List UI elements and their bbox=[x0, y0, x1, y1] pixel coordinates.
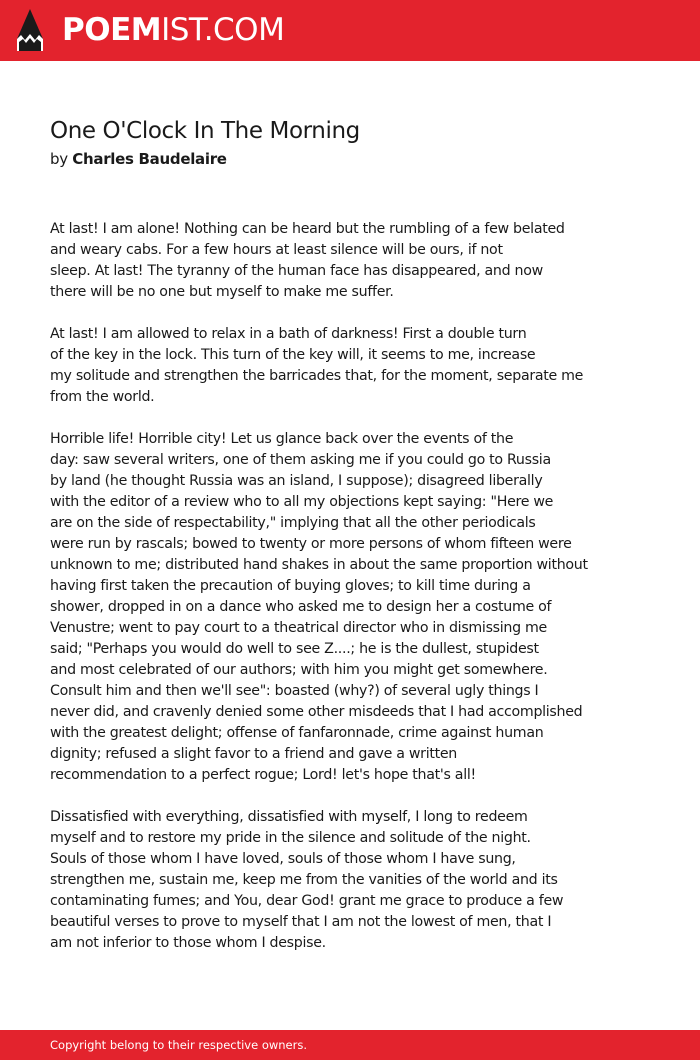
poem-line: dignity; refused a slight favor to a friend and gave a written bbox=[50, 746, 457, 762]
poem-line: said; "Perhaps you would do well to see Z....; he is the dullest, stupidest bbox=[50, 641, 539, 657]
poem-line: never did, and cravenly denied some other misdeeds that I had accomplished bbox=[50, 704, 583, 720]
poem-line: are on the side of respectability," implying that all the other periodicals bbox=[50, 515, 536, 531]
poem-stanza bbox=[50, 429, 670, 786]
poem-line: there will be no one but myself to make me suffer. bbox=[50, 284, 394, 300]
poem-line: were run by rascals; bowed to twenty or more persons of whom fifteen were bbox=[50, 536, 572, 552]
poem-line: by land (he thought Russia was an island, I suppose); disagreed liberally bbox=[50, 473, 543, 489]
poem-line: At last! I am allowed to relax in a bath of darkness! First a double turn bbox=[50, 326, 527, 342]
poem-line: Consult him and then we'll see": boasted (why?) of several ugly things I bbox=[50, 683, 539, 699]
site-logo[interactable] bbox=[62, 12, 284, 48]
poem-line: contaminating fumes; and You, dear God! grant me grace to produce a few bbox=[50, 893, 564, 909]
site-footer bbox=[0, 1030, 700, 1060]
poem-line: unknown to me; distributed hand shakes in about the same proportion without bbox=[50, 557, 588, 573]
poem-line: day: saw several writers, one of them asking me if you could go to Russia bbox=[50, 452, 551, 468]
poem-line: and most celebrated of our authors; with him you might get somewhere. bbox=[50, 662, 548, 678]
poem-line: strengthen me, sustain me, keep me from the vanities of the world and its bbox=[50, 872, 558, 888]
by-label: by bbox=[50, 150, 68, 168]
poem-line: shower, dropped in on a dance who asked me to design her a costume of bbox=[50, 599, 552, 615]
poem-line: and weary cabs. For a few hours at least silence will be ours, if not bbox=[50, 242, 503, 258]
poem-stanza bbox=[50, 219, 670, 303]
author-name: Charles Baudelaire bbox=[72, 150, 227, 168]
poem-line: sleep. At last! The tyranny of the human face has disappeared, and now bbox=[50, 263, 543, 279]
poem-line: recommendation to a perfect rogue; Lord! let's hope that's all! bbox=[50, 767, 476, 783]
poem-stanza bbox=[50, 324, 670, 408]
poem-line: beautiful verses to prove to myself that I am not the lowest of men, that I bbox=[50, 914, 552, 930]
poem-line: with the greatest delight; offense of fanfaronnade, crime against human bbox=[50, 725, 544, 741]
poem-stanza bbox=[50, 807, 670, 954]
poem-body bbox=[50, 219, 670, 975]
byline bbox=[50, 148, 227, 170]
poem-line: Horrible life! Horrible city! Let us glance back over the events of the bbox=[50, 431, 514, 447]
site-header bbox=[0, 0, 700, 61]
poem-line: At last! I am alone! Nothing can be heard but the rumbling of a few belated bbox=[50, 221, 565, 237]
poem-line: Souls of those whom I have loved, souls of those whom I have sung, bbox=[50, 851, 516, 867]
pencil-tip-icon[interactable] bbox=[17, 9, 43, 51]
logo-bold-text: POEM bbox=[62, 12, 162, 48]
poem-line: Venustre; went to pay court to a theatrical director who in dismissing me bbox=[50, 620, 547, 636]
poem-line: from the world. bbox=[50, 389, 155, 405]
poem-line: my solitude and strengthen the barricades that, for the moment, separate me bbox=[50, 368, 584, 384]
poem-line: of the key in the lock. This turn of the key will, it seems to me, increase bbox=[50, 347, 536, 363]
copyright-text: Copyright belong to their respective owners. bbox=[50, 1038, 308, 1052]
logo-light-text: IST.COM bbox=[161, 12, 285, 48]
poem-line: am not inferior to those whom I despise. bbox=[50, 935, 326, 951]
poem-line: having first taken the precaution of buying gloves; to kill time during a bbox=[50, 578, 531, 594]
poem-line: myself and to restore my pride in the silence and solitude of the night. bbox=[50, 830, 531, 846]
poem-title: One O'Clock In The Morning bbox=[50, 118, 360, 144]
poem-line: with the editor of a review who to all my objections kept saying: "Here we bbox=[50, 494, 554, 510]
poem-line: Dissatisfied with everything, dissatisfied with myself, I long to redeem bbox=[50, 809, 528, 825]
